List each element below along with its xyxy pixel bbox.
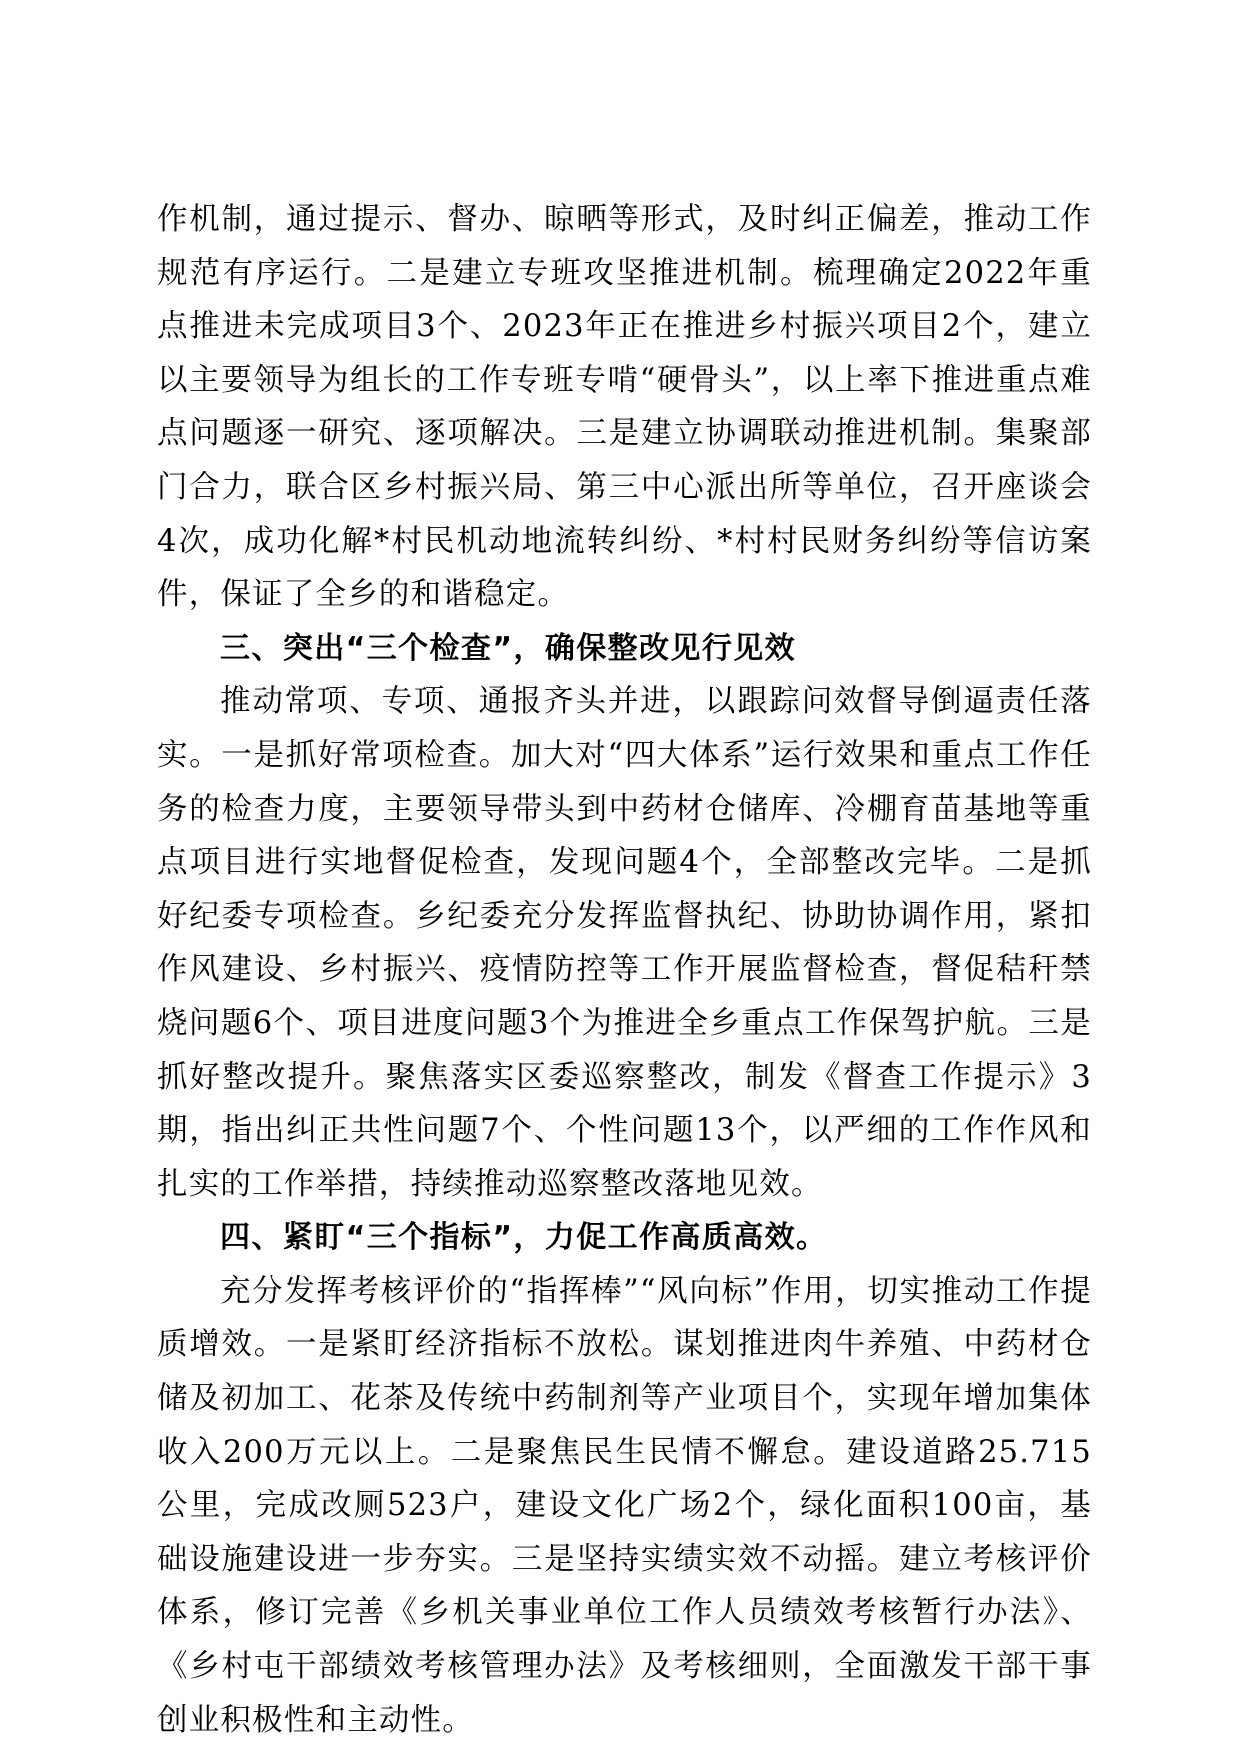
paragraph-inspections: 推动常项、专项、通报齐头并进，以跟踪问效督导倒逼责任落实。一是抓好常项检查。加大对“四大体系”运行效果和重点工作任务的检查力度，主要领导带头到中药材仓储库、冷棚育苗基地等重点项目进行实地督促检查，发现问题4个，全部整改完毕。二是抓好纪委专项检查。乡纪委充分发挥监督执纪、协助协调作用，紧扣作风建设、乡村振兴、疫情防控等工作开展监督检查，督促秸秆禁烧问题6个、项目进度问题3个为推进全乡重点工作保驾护航。三是抓好整改提升。聚焦落实区委巡察整改，制发《督查工作提示》3期，指出纠正共性问题7个、个性问题13个，以严细的工作作风和扎实的工作举措，持续推动巡察整改落地见效。 xyxy=(157,684,1092,1202)
paragraph-work-mechanism: 作机制，通过提示、督办、晾晒等形式，及时纠正偏差，推动工作规范有序运行。二是建立专班攻坚推进机制。梳理确定2022年重点推进未完成项目3个、2023年正在推进乡村振兴项目2个，建立以主要领导为组长的工作专班专啃“硬骨头”，以上率下推进重点难点问题逐一研究、逐项解决。三是建立协调联动推进机制。集聚部门合力，联合区乡村振兴局、第三中心派出所等单位，召开座谈会4次，成功化解*村民机动地流转纠纷、*村村民财务纠纷等信访案件，保证了全乡的和谐稳定。 xyxy=(157,202,1092,613)
paragraph-indicators: 充分发挥考核评价的“指挥棒”“风向标”作用，切实推动工作提质增效。一是紧盯经济指标不放松。谋划推进肉牛养殖、中药材仓储及初加工、花茶及传统中药制剂等产业项目个，实现年增加集体收入200万元以上。二是聚焦民生民情不懈怠。建设道路25.715公里，完成改厕523户，建设文化广场2个，绿化面积100亩，基础设施建设进一步夯实。三是坚持实绩实效不动摇。建立考核评价体系，修订完善《乡机关事业单位工作人员绩效考核暂行办法》、《乡村屯干部绩效考核管理办法》及考核细则，全面激发干部干事创业积极性和主动性。 xyxy=(157,1273,1092,1738)
document-body xyxy=(157,193,1092,1747)
section-heading-three: 三、突出“三个检查”，确保整改见行见效 xyxy=(220,630,797,666)
section-heading-four: 四、紧盯“三个指标”，力促工作高质高效。 xyxy=(220,1220,828,1256)
